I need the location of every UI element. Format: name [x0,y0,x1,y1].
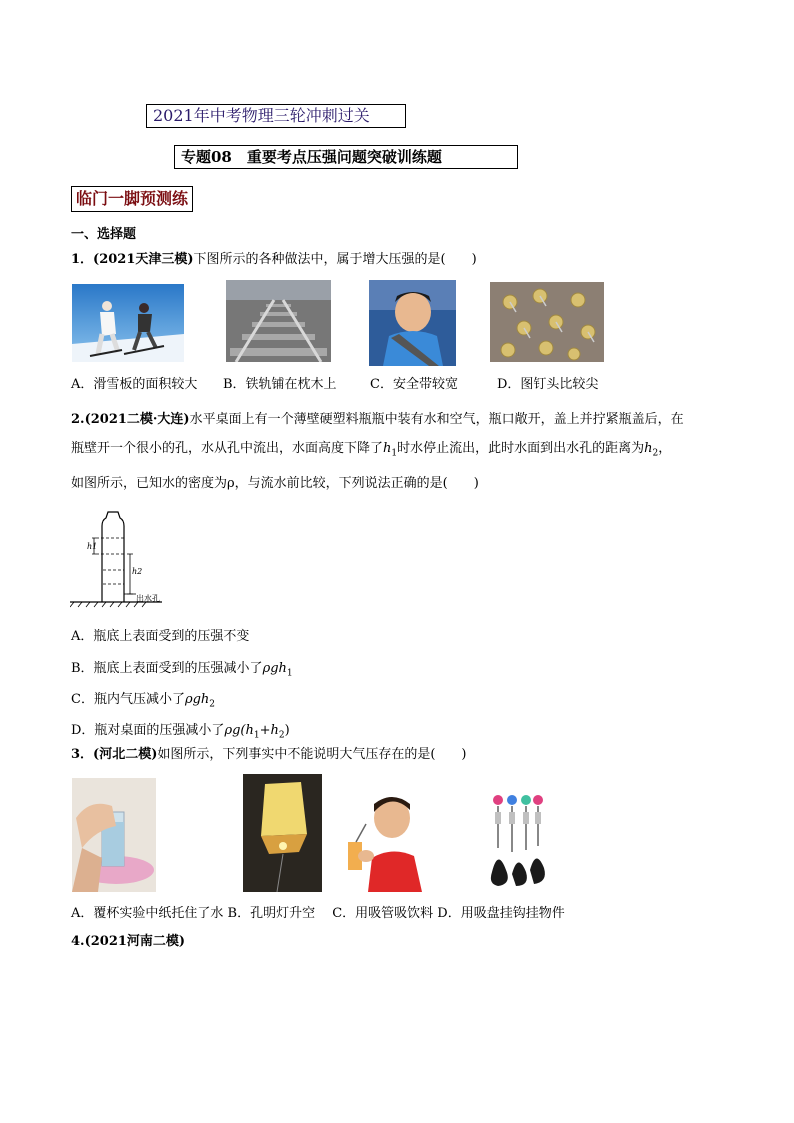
q2-option-d-formula-plus: +h [259,723,279,738]
q2-sub-2: 2 [652,448,659,459]
part-heading: 一、选择题 [71,227,137,242]
q1-num: 1． [71,252,94,267]
figure-label-outlet: 出水孔 [136,594,160,603]
q2-option-a: A．瓶底上表面受到的压强不变 [71,629,250,644]
q1-line [71,251,477,269]
q2-option-c-formula: ρgh [184,692,210,707]
q3-source: (河北二模) [93,747,158,762]
ski-image [72,284,184,362]
q2-option-d-sub2: 2 [278,730,285,741]
q2-line-1 [71,405,725,434]
figure-label-h1: h1 [87,542,98,551]
suction-hooks-image [486,792,552,892]
q2-option-d [71,722,290,745]
topic-title: 专题08 重要考点压强问题突破训练题 [174,145,518,169]
q1-option-a: A．滑雪板的面积较大 [71,377,198,392]
q1-source: (2021天津三模) [93,252,194,267]
cup-experiment-image [72,778,156,892]
section-label: 临门一脚预测练 [71,186,193,212]
q2-option-b-sub: 1 [286,668,293,679]
q4-num-source: 4.(2021河南二模) [71,934,186,949]
q2-option-d-close: ) [284,723,290,738]
q2-stem-l2b: 时水停止流出，此时水面到出水孔的距离为 [397,441,645,456]
thumbtacks-image [490,282,604,362]
sky-lantern-image [243,774,322,892]
q2-sym-h1: h [383,441,392,456]
q2-option-c [71,691,215,714]
q3-num: 3． [71,747,94,762]
q2-stem [71,405,725,498]
q1-option-b: B．铁轨铺在枕木上 [223,377,337,392]
q2-option-d-sub1: 1 [253,730,260,741]
straw-drink-image [344,794,426,892]
q2-option-b [71,660,293,683]
q2-option-b-formula: ρgh [262,661,287,676]
q2-stem-l2a: 瓶壁开一个很小的孔，水从孔中流出，水面高度下降了 [71,441,384,456]
q2-num-source: 2.(2021二模·大连) [71,412,190,427]
q3-line [71,746,467,764]
q2-sym-h2: h [644,441,653,456]
q2-sub-1: 1 [391,448,398,459]
exam-title: 2021年中考物理三轮冲刺过关 [146,104,406,128]
q2-option-c-text: C．瓶内气压减小了 [71,692,185,707]
q2-line-3: 如图所示，已知水的密度为ρ，与流水前比较，下列说法正确的是( ) [71,475,479,491]
q2-option-c-sub: 2 [209,699,216,710]
q2-option-d-text: D．瓶对桌面的压强减小了 [71,723,225,738]
railway-image [226,280,331,362]
bottle-figure [70,508,162,608]
q2-option-d-formula-a: ρg(h [224,723,254,738]
q2-option-b-text: B．瓶底上表面受到的压强减小了 [71,661,263,676]
q1-option-c: C．安全带较宽 [370,377,458,392]
q1-option-d: D．图钉头比较尖 [497,377,599,392]
seatbelt-image [369,280,456,366]
q3-options: A．覆杯实验中纸托住了水 B．孔明灯升空 C．用吸管吸饮料 D．用吸盘挂钩挂物件 [71,906,565,921]
q2-comma: ， [658,441,672,456]
figure-label-h2: h2 [132,567,143,576]
q2-line-2 [71,434,725,469]
q2-stem-l1: 水平桌面上有一个薄壁硬塑料瓶瓶中装有水和空气，瓶口敞开，盖上并拧紧瓶盖后，在 [189,412,684,427]
q1-stem: 下图所示的各种做法中，属于增大压强的是( ) [193,252,477,267]
q3-stem: 如图所示，下列事实中不能说明大气压存在的是( ) [157,747,467,762]
